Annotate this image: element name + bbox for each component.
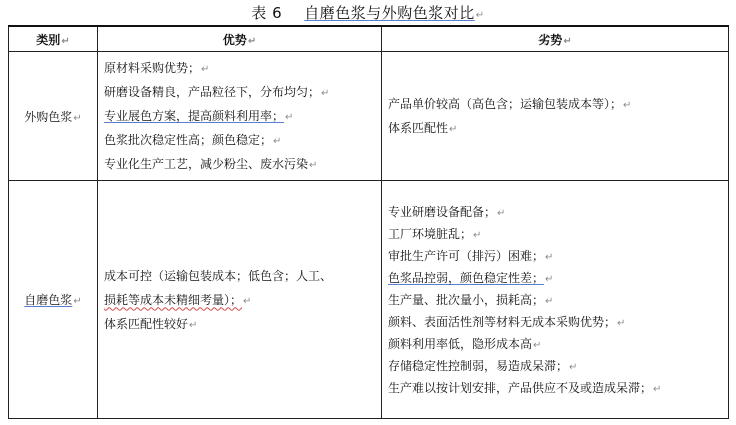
table-title: 自磨色浆与外购色浆对比 [304, 4, 475, 22]
table-caption [0, 2, 736, 27]
list-item: 体系匹配性↵ [388, 121, 458, 136]
list-item: 生产量、批次量小，损耗高；↵ [388, 292, 554, 307]
header-advantages: 优势↵ [98, 26, 382, 52]
list-item: 原材料采购优势；↵ [104, 61, 210, 76]
list-item: 研磨设备精良，产品粒径下，分布均匀；↵ [104, 85, 330, 100]
list-item: 体系匹配性较好↵ [104, 316, 198, 331]
list-item: 损耗等成本未精细考量）；↵ [104, 292, 252, 307]
table-row [9, 52, 729, 181]
list-item: 色浆批次稳定性高；颜色稳定；↵ [104, 133, 282, 148]
list-item: 颜料利用率低，隐形成本高↵ [388, 336, 542, 351]
disadvantages-cell [382, 52, 729, 181]
list-item: 颜料、表面活性剂等材料无成本采购优势；↵ [388, 314, 626, 329]
list-item: 审批生产许可（排污）困难；↵ [388, 248, 554, 263]
advantages-cell [98, 52, 382, 181]
disadvantages-cell [382, 181, 729, 419]
advantages-cell [98, 181, 382, 419]
list-item: 产品单价较高（高色含；运输包装成本等）；↵ [388, 97, 632, 112]
category-cell: 外购色浆↵ [9, 52, 98, 181]
list-item: 专业化生产工艺，减少粉尘、废水污染↵ [104, 157, 318, 172]
list-item: 生产难以按计划安排，产品供应不及或造成呆滞；↵ [388, 380, 662, 395]
list-item: 色浆品控弱，颜色稳定性差；↵ [388, 270, 554, 285]
list-item: 专业展色方案，提高颜料利用率；↵ [104, 109, 294, 124]
table-row [9, 181, 729, 419]
header-category: 类别↵ [9, 26, 98, 52]
list-item: 存储稳定性控制弱，易造成呆滞；↵ [388, 358, 578, 373]
category-cell: 自磨色浆↵ [9, 181, 98, 419]
paragraph-mark-icon: ↵ [475, 10, 485, 21]
comparison-table [8, 25, 729, 419]
header-row [9, 26, 729, 52]
table-number: 表 6 [251, 4, 283, 22]
list-item: 成本可控（运输包装成本；低色含；人工、 [104, 268, 333, 283]
list-item: 工厂环境脏乱；↵ [388, 226, 482, 241]
header-disadvantages: 劣势↵ [382, 26, 729, 52]
list-item: 专业研磨设备配备；↵ [388, 204, 506, 219]
